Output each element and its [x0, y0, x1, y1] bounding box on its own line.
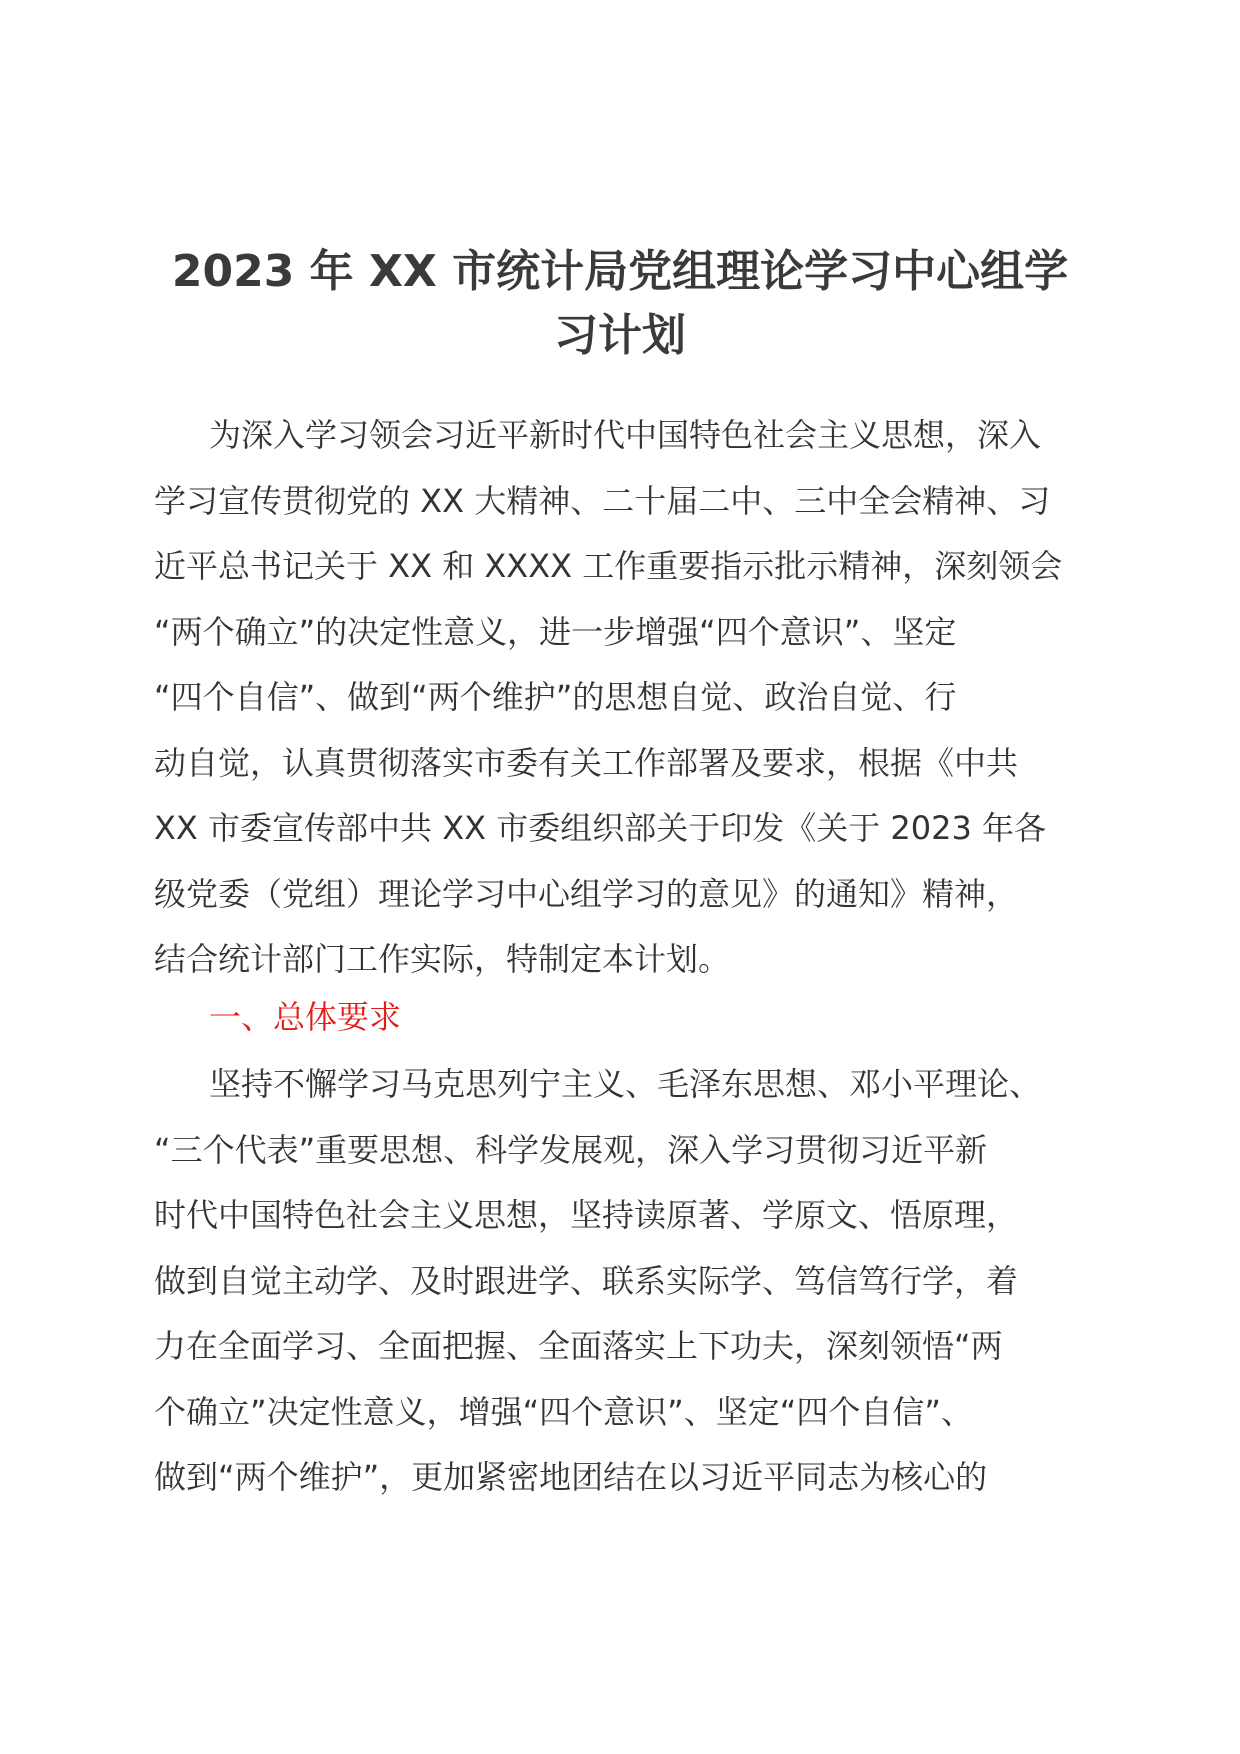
paragraph-line: “四个自信”、做到“两个维护”的思想自觉、政治自觉、行	[154, 678, 957, 716]
paragraph-line: 力在全面学习、全面把握、全面落实上下功夫，深刻领悟“两	[154, 1327, 1003, 1365]
paragraph-line: 学习宣传贯彻党的 XX 大精神、二十届二中、三中全会精神、习	[154, 481, 1051, 520]
paragraph-line: 近平总书记关于 XX 和 XXXX 工作重要指示批示精神，深刻领会	[154, 547, 1063, 585]
section-heading-general-requirements: 一、总体要求	[209, 998, 402, 1036]
paragraph-line: “三个代表”重要思想、科学发展观，深入学习贯彻习近平新	[154, 1130, 988, 1169]
paragraph-line: 坚持不懈学习马克思列宁主义、毛泽东思想、邓小平理论、	[209, 1065, 1042, 1103]
intro-paragraph	[154, 403, 1094, 993]
title-line: 2023 年 XX 市统计局党组理论学习中心组学	[171, 246, 1069, 297]
paragraph-line: 结合统计部门工作实际，特制定本计划。	[154, 940, 731, 978]
paragraph-line: 级党委（党组）理论学习中心组学习的意见》的通知》精神，	[154, 874, 1019, 913]
paragraph-line: “两个确立”的决定性意义，进一步增强“四个意识”、坚定	[154, 612, 957, 651]
paragraph-line: 动自觉，认真贯彻落实市委有关工作部署及要求，根据《中共	[154, 743, 1019, 782]
section-heading-block	[154, 995, 1094, 1040]
paragraph-line: 个确立”决定性意义，增强“四个意识”、坚定“四个自信”、	[154, 1392, 973, 1431]
paragraph-line: 做到“两个维护”，更加紧密地团结在以习近平同志为核心的	[154, 1458, 988, 1496]
title-line: 习计划	[554, 310, 686, 361]
document-title	[150, 240, 1090, 368]
section-paragraph	[154, 1052, 1094, 1511]
paragraph-line: XX 市委宣传部中共 XX 市委组织部关于印发《关于 2023 年各	[154, 809, 1046, 847]
paragraph-line: 时代中国特色社会主义思想，坚持读原著、学原文、悟原理，	[154, 1196, 1019, 1234]
paragraph-line: 做到自觉主动学、及时跟进学、联系实际学、笃信笃行学，着	[154, 1261, 1019, 1300]
paragraph-line: 为深入学习领会习近平新时代中国特色社会主义思想，深入	[209, 416, 1042, 454]
